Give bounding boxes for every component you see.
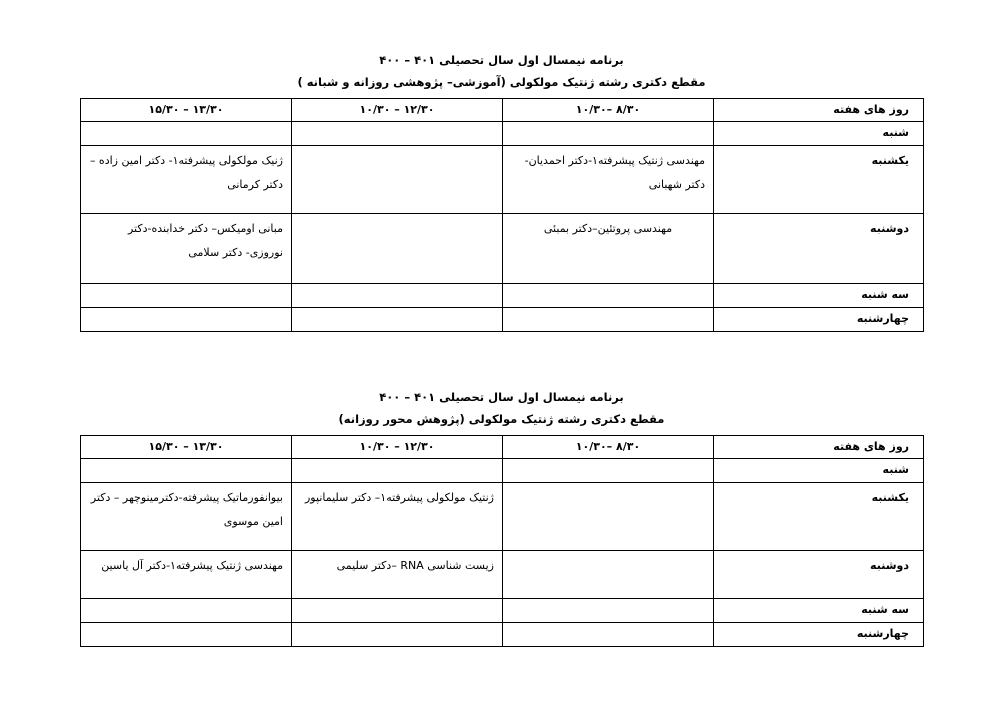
class-cell <box>81 284 292 308</box>
header-slot-1: ۸/۳۰ –۱۰/۳۰ <box>503 436 714 459</box>
class-cell: زیست شناسی RNA –دکتر سلیمی <box>292 551 503 599</box>
day-cell: سه شنبه <box>714 284 924 308</box>
class-cell <box>292 122 503 146</box>
class-cell: مهندسی ژنتیک پیشرفته۱-دکتر احمدیان- دکتر شهبانی <box>503 146 714 214</box>
class-cell: مهندسی ژنتیک پیشرفته۱-دکتر آل یاسین <box>81 551 292 599</box>
class-cell: ژنتیک مولکولی پیشرفته۱– دکتر سلیمانپور <box>292 483 503 551</box>
class-cell: بیوانفورماتیک پیشرفته-دکترمینوچهر – دکتر امین موسوی <box>81 483 292 551</box>
table-row <box>81 551 924 599</box>
day-cell: شنبه <box>714 122 924 146</box>
class-cell <box>81 122 292 146</box>
class-cell <box>503 308 714 332</box>
header-slot-3: ۱۳/۳۰ – ۱۵/۳۰ <box>81 436 292 459</box>
class-cell <box>503 623 714 647</box>
class-cell <box>503 459 714 483</box>
class-cell: مهندسی پروتئین–دکتر بمبئی <box>503 214 714 284</box>
table-row <box>81 308 924 332</box>
schedule-title: برنامه نیمسال اول سال تحصیلی ۴۰۱ – ۴۰۰ <box>379 53 624 67</box>
day-cell: سه شنبه <box>714 599 924 623</box>
day-cell: یکشنبه <box>714 146 924 214</box>
table-row <box>81 146 924 214</box>
table-header-row <box>81 99 924 122</box>
class-cell <box>292 284 503 308</box>
class-cell: مبانی اومیکس– دکتر خدابنده-دکتر نوروزی- دکتر سلامی <box>81 214 292 284</box>
day-cell: دوشنبه <box>714 551 924 599</box>
class-cell <box>292 459 503 483</box>
class-cell <box>81 599 292 623</box>
day-cell: چهارشنبه <box>714 308 924 332</box>
class-cell <box>503 483 714 551</box>
table-row <box>81 284 924 308</box>
class-cell <box>292 308 503 332</box>
day-cell: چهارشنبه <box>714 623 924 647</box>
class-cell <box>503 284 714 308</box>
table-row <box>81 459 924 483</box>
class-cell <box>503 551 714 599</box>
schedule-block-2 <box>80 387 923 647</box>
day-cell: دوشنبه <box>714 214 924 284</box>
class-cell: ژنیک مولکولی پیشرفته۱- دکتر امین زاده – دکتر کرمانی <box>81 146 292 214</box>
table-row <box>81 483 924 551</box>
table-row <box>81 599 924 623</box>
class-cell <box>81 459 292 483</box>
class-cell <box>292 146 503 214</box>
schedule-title: برنامه نیمسال اول سال تحصیلی ۴۰۱ – ۴۰۰ <box>379 390 624 404</box>
table-row <box>81 214 924 284</box>
class-cell <box>81 623 292 647</box>
header-days: روز های هفته <box>714 99 924 122</box>
class-cell <box>81 308 292 332</box>
header-slot-3: ۱۳/۳۰ – ۱۵/۳۰ <box>81 99 292 122</box>
table-row <box>81 623 924 647</box>
class-cell <box>503 599 714 623</box>
class-cell <box>503 122 714 146</box>
schedule-subtitle: مقطع دکتری رشته ژنتیک مولکولی (آموزشی– پژوهشی روزانه و شبانه ) <box>297 75 706 89</box>
class-cell <box>292 623 503 647</box>
header-days: روز های هفته <box>714 436 924 459</box>
header-slot-2: ۱۲/۳۰ – ۱۰/۳۰ <box>292 436 503 459</box>
header-slot-2: ۱۲/۳۰ – ۱۰/۳۰ <box>292 99 503 122</box>
table-row <box>81 122 924 146</box>
schedule-table <box>80 98 924 332</box>
class-cell <box>292 214 503 284</box>
class-cell <box>292 599 503 623</box>
header-slot-1: ۸/۳۰ –۱۰/۳۰ <box>503 99 714 122</box>
schedule-subtitle: مقطع دکتری رشته ژنتیک مولکولی (پژوهش محور روزانه) <box>338 412 665 426</box>
day-cell: یکشنبه <box>714 483 924 551</box>
schedule-block-1 <box>80 50 923 332</box>
day-cell: شنبه <box>714 459 924 483</box>
schedule-table <box>80 435 924 647</box>
table-header-row <box>81 436 924 459</box>
